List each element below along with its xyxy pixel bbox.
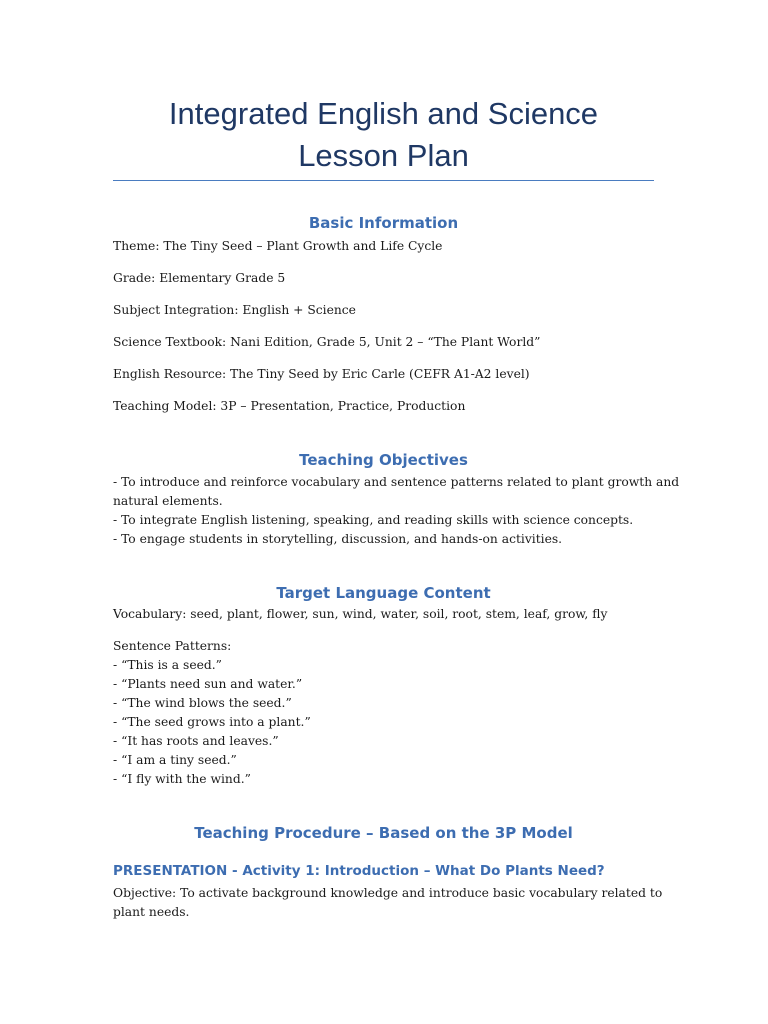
teaching-objectives-heading: Teaching Objectives (299, 451, 468, 469)
model-text: Teaching Model: 3P – Presentation, Practice, Production (113, 399, 466, 413)
title-line-2: Lesson Plan (298, 138, 469, 173)
activity-1-objective (113, 884, 663, 922)
activity-1-objective-line-1: Objective: To activate background knowledge and introduce basic vocabulary related to (113, 886, 663, 900)
teaching-procedure-heading: Teaching Procedure – Based on the 3P Model (194, 824, 573, 842)
sentence-patterns-label: Sentence Patterns: (113, 639, 232, 653)
objective-item-1-line-1: - To introduce and reinforce vocabulary and sentence patterns related to plant growth and (113, 475, 680, 489)
resource-text: English Resource: The Tiny Seed by Eric Carle (CEFR A1-A2 level) (113, 367, 530, 381)
sentence-pattern-item: - “It has roots and leaves.” (113, 734, 279, 748)
activity-1-objective-line-2: plant needs. (113, 905, 190, 919)
objective-item-1-line-2: natural elements. (113, 494, 223, 508)
grade-text: Grade: Elementary Grade 5 (113, 271, 286, 285)
title-divider (113, 180, 654, 181)
basic-information-heading: Basic Information (308, 214, 459, 232)
sentence-pattern-item: - “The wind blows the seed.” (113, 696, 292, 710)
document-title (113, 93, 654, 177)
target-language-heading: Target Language Content (276, 584, 491, 602)
sentence-pattern-item: - “The seed grows into a plant.” (113, 715, 311, 729)
subject-text: Subject Integration: English + Science (113, 303, 356, 317)
objective-item-2: - To integrate English listening, speaking, and reading skills with science concepts. (113, 513, 634, 527)
title-line-1: Integrated English and Science (168, 96, 599, 131)
textbook-text: Science Textbook: Nani Edition, Grade 5, Unit 2 – “The Plant World” (113, 335, 541, 349)
objectives-list (113, 473, 680, 549)
sentence-pattern-item: - “Plants need sun and water.” (113, 677, 303, 691)
sentence-pattern-item: - “I am a tiny seed.” (113, 753, 237, 767)
sentence-pattern-item: - “I fly with the wind.” (113, 772, 251, 786)
objective-item-3: - To engage students in storytelling, discussion, and hands-on activities. (113, 532, 563, 546)
sentence-patterns (113, 637, 658, 789)
activity-1-heading: PRESENTATION - Activity 1: Introduction – What Do Plants Need? (113, 863, 605, 879)
theme-text: Theme: The Tiny Seed – Plant Growth and Life Cycle (113, 239, 443, 253)
sentence-pattern-item: - “This is a seed.” (113, 658, 222, 672)
vocabulary-text: Vocabulary: seed, plant, flower, sun, wind, water, soil, root, stem, leaf, grow, fly (113, 607, 608, 621)
